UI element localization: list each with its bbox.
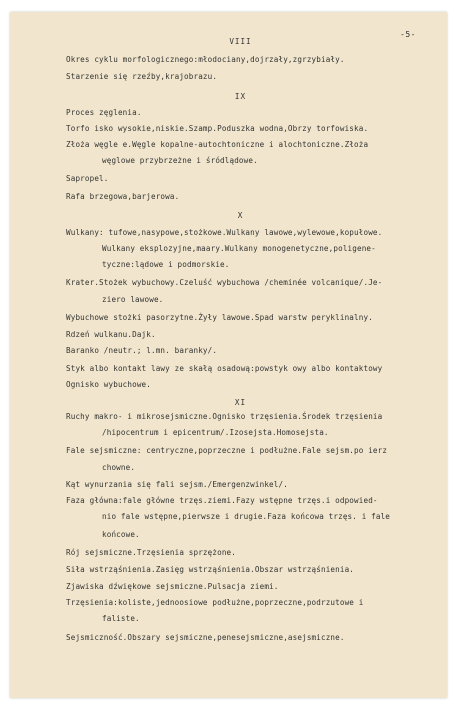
text-line: chowne.	[102, 463, 136, 472]
text-line: Ognisko wybuchowe.	[66, 380, 151, 389]
section-heading: IX	[234, 92, 247, 101]
text-line: tyczne:lądowe i podmorskie.	[102, 260, 230, 269]
text-line: Styk albo kontakt lawy ze skałą osadową:powstyk owy albo kontaktowy	[66, 364, 383, 373]
text-line: Zjawiska dźwiękowe sejsmiczne.Pulsacja ziemi.	[66, 582, 279, 591]
text-line: Sapropel.	[66, 174, 109, 183]
text-line: Rdzeń wulkanu.Dajk.	[66, 330, 156, 339]
section-heading: VIII	[229, 37, 252, 46]
text-line: faliste.	[102, 614, 140, 623]
section-heading: X	[237, 211, 244, 220]
text-line: Torfo isko wysokie,niskie.Szamp.Poduszka wodna,Obrzy torfowiska.	[66, 124, 369, 133]
section-heading: XI	[234, 398, 247, 407]
text-line: /hipocentrum i epicentrum/.Izosejsta.Homosejsta.	[102, 428, 329, 437]
text-line: ziero lawowe.	[102, 295, 164, 304]
text-line: Wulkany: tufowe,nasypowe,stożkowe.Wulkany lawowe,wylewowe,kopułowe.	[66, 228, 383, 237]
text-line: Wulkany eksplozyjne,maary.Wulkany monogenetyczne,poligene-	[102, 244, 376, 253]
text-line: Proces zęglenia.	[66, 108, 142, 117]
text-line: Krater.Stożek wybuchowy.Czeluść wybuchowa /cheminée volcanique/.Je-	[66, 278, 383, 287]
text-line: Rój sejsmiczne.Trzęsienia sprzężone.	[66, 548, 236, 557]
text-line: Sejsmiczność.Obszary sejsmiczne,penesejsmiczne,asejsmiczne.	[66, 633, 345, 642]
text-line: Trzęsienia:koliste,jednoosiowe podłużne,poprzeczne,podrzutowe i	[66, 598, 364, 607]
text-line: węglowe przybrzeżne i śródlądowe.	[102, 156, 258, 165]
text-line: Faza główna:fale główne trzęs.ziemi.Fazy wstępne trzęs.i odpowied-	[66, 496, 378, 505]
text-line: Fale sejsmiczne: centryczne,poprzeczne i podłużne.Fale sejsm.po ierz	[66, 446, 388, 455]
text-line: Rafa brzegowa,barjerowa.	[66, 192, 180, 201]
text-line: Złoża węgle e.Węgle kopalne-autochtoniczne i alochtoniczne.Złoża	[66, 140, 369, 149]
text-line: Baranko /neutr.; l.mn. baranky/.	[66, 346, 218, 355]
text-line: Wybuchowe stożki pasorzytne.Żyły lawowe.Spad warstw peryklinalny.	[66, 313, 373, 322]
text-line: Siła wstrząśnienia.Zasięg wstrząśnienia.Obszar wstrząśnienia.	[66, 565, 355, 574]
text-line: Starzenie się rzeźby,krajobrazu.	[66, 72, 218, 81]
page-number: -5-	[400, 30, 416, 39]
text-line: Okres cyklu morfologicznego:młodociany,dojrzały,zgrzybiały.	[66, 55, 345, 64]
text-line: końcowe.	[102, 530, 140, 539]
text-line: nio fale wstępne,pierwsze i drugie.Faza końcowa trzęs. i fale	[102, 512, 391, 521]
text-line: Ruchy makro- i mikrosejsmiczne.Ognisko trzęsienia.Środek trzęsienia	[66, 412, 383, 421]
text-line: Kąt wynurzania się fali sejsm./Emergenzwinkel/.	[66, 480, 288, 489]
